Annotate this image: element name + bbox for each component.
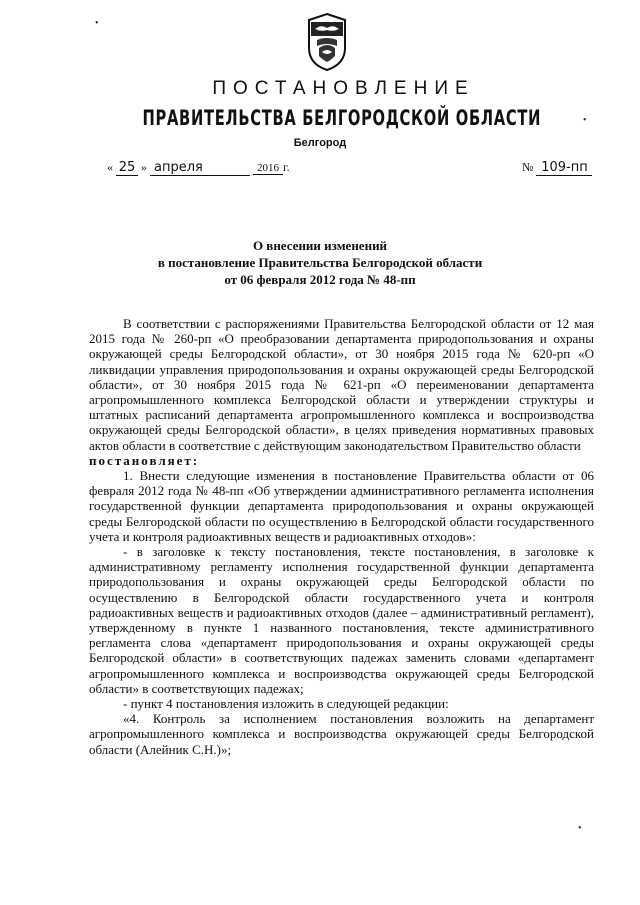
number-label: № bbox=[522, 160, 534, 174]
document-type-title: ПОСТАНОВЛЕНИЕ bbox=[212, 78, 475, 99]
resolves-word: постановляет: bbox=[89, 452, 200, 468]
date-month: апреля bbox=[150, 160, 250, 176]
date-close-quote: » bbox=[141, 160, 147, 174]
quoted-item-paragraph: «4. Контроль за исполнением постановления возложить на департамент агропромышленного комплекса и воспроизводства окружающей среды Белгородской области (Алейник С.Н.)»; bbox=[89, 711, 594, 757]
issuer-title: ПРАВИТЕЛЬСТВА БЕЛГОРОДСКОЙ ОБЛАСТИ bbox=[142, 106, 542, 130]
dash-item-2-paragraph: - пункт 4 постановления изложить в следующей редакции: bbox=[123, 696, 449, 712]
dash-item-1-paragraph: - в заголовке к тексту постановления, тексте постановления, в заголовке к административному регламенту исполнения государственной функции департамента природопользования и охраны окружающей среды Белгородской области по осуществлению в Белгородской области государственного учета и контроля радиоактивных веществ и радиоактивных отходов (далее – административный регламент), утвержденному в пункте 1 названного постановления, тексте административного регламента слова «департамент природопользования и охраны окружающей среды Белгородской области» в соответствующих падежах заменить словами «департамент агропромышленного комплекса и воспроизводства окружающей среды Белгородской области» в соответствующих падежах; bbox=[89, 544, 594, 696]
city-name: Белгород bbox=[293, 137, 347, 149]
coat-of-arms-emblem bbox=[305, 12, 349, 72]
date-open-quote: « bbox=[107, 160, 113, 174]
document-number bbox=[522, 160, 592, 176]
date-year-suffix: г. bbox=[283, 160, 290, 174]
number-value: 109-пп bbox=[536, 160, 592, 176]
scan-speck: • bbox=[578, 823, 582, 834]
scan-speck: • bbox=[95, 18, 99, 29]
scan-speck: • bbox=[583, 115, 587, 126]
preamble-paragraph: В соответствии с распоряжениями Правительства Белгородской области от 12 мая 2015 года № 260-рп «О преобразовании департамента природопользования и охраны окружающей среды Белгородской области», от 30 ноября 2015 года № 620-рп «О ликвидации управления природопользования и охраны окружающей среды Белгородской области», от 30 ноября 2015 года № 621-рп «О переименовании департамента агропромышленного комплекса Белгородской области и утверждении структуры и штатных расписаний департамента агропромышленного комплекса и воспроизводства окружающей среды Белгородской области», в целях приведения нормативных правовых актов области в соответствие с действующим законодательством Правительство области bbox=[89, 316, 594, 453]
heading-line-2: в постановление Правительства Белгородской области bbox=[157, 255, 483, 270]
date-year: 2016 bbox=[253, 162, 283, 175]
heading-line-3: от 06 февраля 2012 года № 48-пп bbox=[224, 272, 416, 287]
document-body bbox=[89, 316, 594, 757]
heading-line-1: О внесении изменений bbox=[252, 238, 388, 253]
document-heading bbox=[0, 237, 640, 288]
document-date bbox=[107, 160, 290, 176]
date-day: 25 bbox=[116, 160, 138, 176]
item-1-paragraph: 1. Внести следующие изменения в постановление Правительства области от 06 февраля 2012 года № 48-пп «Об утверждении административного регламента исполнения государственной функции департамента природопользования и охраны окружающей среды Белгородской области по осуществлению в Белгородской области государственного учета и контроля радиоактивных веществ и радиоактивных отходов»: bbox=[89, 468, 594, 544]
